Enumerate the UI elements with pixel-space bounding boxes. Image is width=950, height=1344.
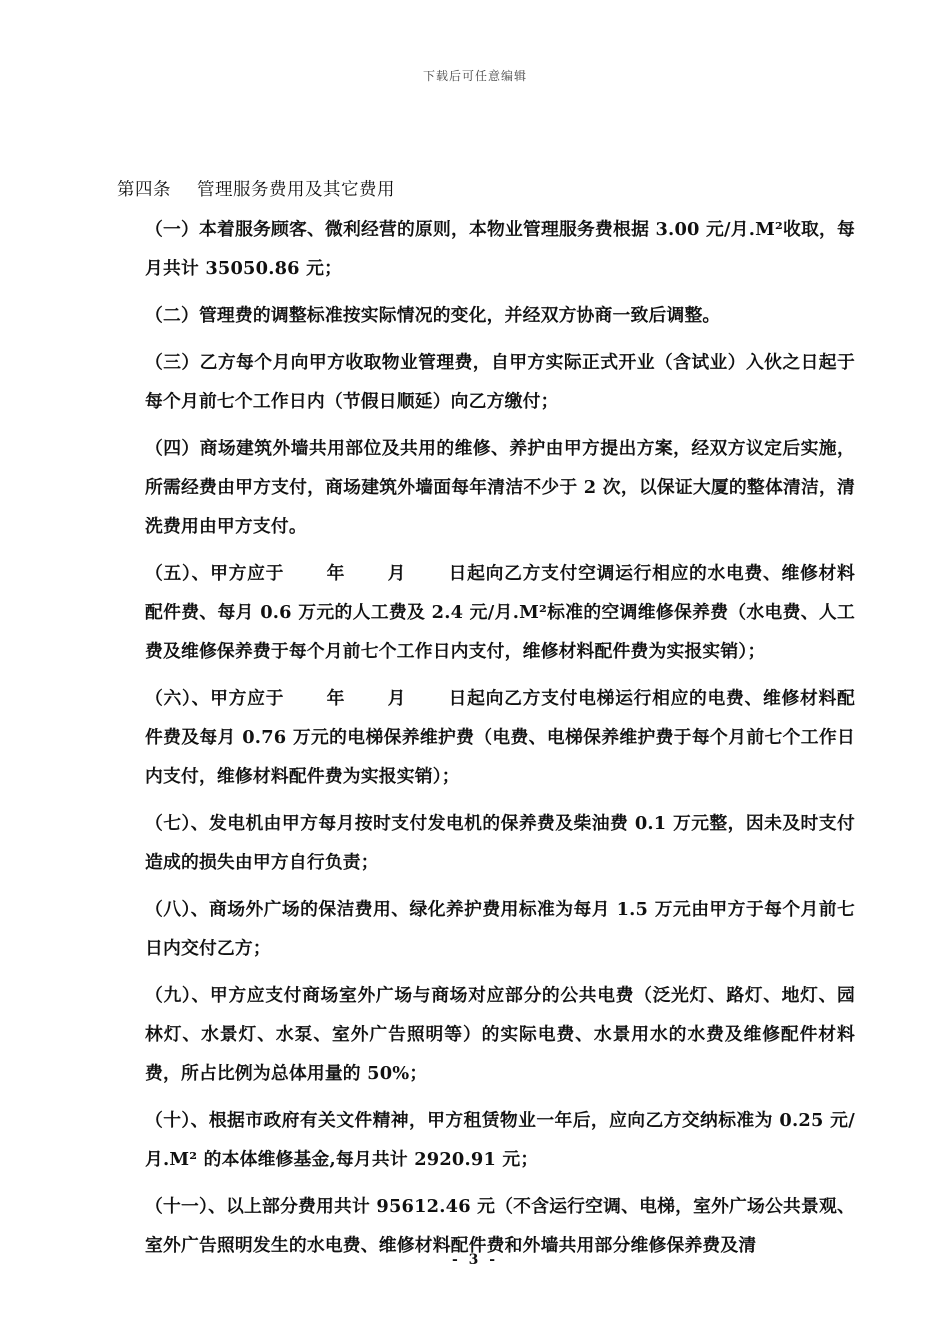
clause-5-lead: （五）、甲方应于 (145, 563, 285, 584)
clause-8: （八）、商场外广场的保洁费用、绿化养护费用标准为每月 1.5 万元由甲方于每个月前七日内交付乙方； (145, 899, 855, 959)
clause-4: （四）商场建筑外墙共用部位及共用的维修、养护由甲方提出方案，经双方议定后实施，所需经费由甲方支付，商场建筑外墙面每年清洁不少于 2 次，以保证大厦的整体清洁，清洗费用由甲方支付。 (145, 438, 855, 537)
clause-6 (145, 679, 855, 796)
article-body (145, 210, 855, 1273)
article-heading (117, 176, 395, 201)
clause-1: （一）本着服务顾客、微利经营的原则，本物业管理服务费根据 3.00 元/月.M²收取，每月共计 35050.86 元； (145, 219, 855, 279)
clause-9: （九）、甲方应支付商场室外广场与商场对应部分的公共电费（泛光灯、路灯、地灯、园林灯、水景灯、水泵、室外广告照明等）的实际电费、水景用水的水费及维修配件材料费，所占比例为总体用量的 50%； (145, 985, 855, 1084)
clause-10: （十）、根据市政府有关文件精神，甲方租赁物业一年后，应向乙方交纳标准为 0.25 元/月.M² 的本体维修基金,每月共计 2920.91 元； (145, 1110, 855, 1170)
clause-2: （二）管理费的调整标准按实际情况的变化，并经双方协商一致后调整。 (145, 305, 721, 326)
clause-3: （三）乙方每个月向甲方收取物业管理费，自甲方实际正式开业（含试业）入伙之日起于每个月前七个工作日内（节假日顺延）向乙方缴付； (145, 352, 855, 412)
page-number: - 3 - (451, 1252, 499, 1268)
clause-5 (145, 554, 855, 671)
page-header: 下载后可任意编辑 (422, 69, 527, 83)
clause-5-month: 月 (387, 563, 407, 584)
clause-11: （十一）、以上部分费用共计 95612.46 元（不含运行空调、电梯，室外广场公共景观、室外广告照明发生的水电费、维修材料配件费和外墙共用部分维修保养费及清 (145, 1196, 855, 1256)
clause-7: （七）、发电机由甲方每月按时支付发电机的保养费及柴油费 0.1 万元整，因未及时支付造成的损失由甲方自行负责； (145, 813, 855, 873)
clause-6-month: 月 (387, 688, 407, 709)
article-number: 第四条 (117, 180, 171, 200)
clause-6-rest: 日起向乙方支付电梯运行相应的电费、维修材料配件费及每月 0.76 万元的电梯保养维护费（电费、电梯保养维护费于每个月前七个工作日内支付，维修材料配件费为实报实销）； (145, 688, 856, 787)
article-title: 管理服务费用及其它费用 (197, 180, 395, 200)
clause-5-rest: 日起向乙方支付空调运行相应的水电费、维修材料配件费、每月 0.6 万元的人工费及 2.4 元/月.M²标准的空调维修保养费（水电费、人工费及维修保养费于每个月前七个工作日内支付，维修材料配件费为实报实销）； (145, 563, 856, 662)
clause-5-year: 年 (326, 563, 346, 584)
clause-6-lead: （六）、甲方应于 (145, 688, 285, 709)
clause-6-year: 年 (326, 688, 346, 709)
